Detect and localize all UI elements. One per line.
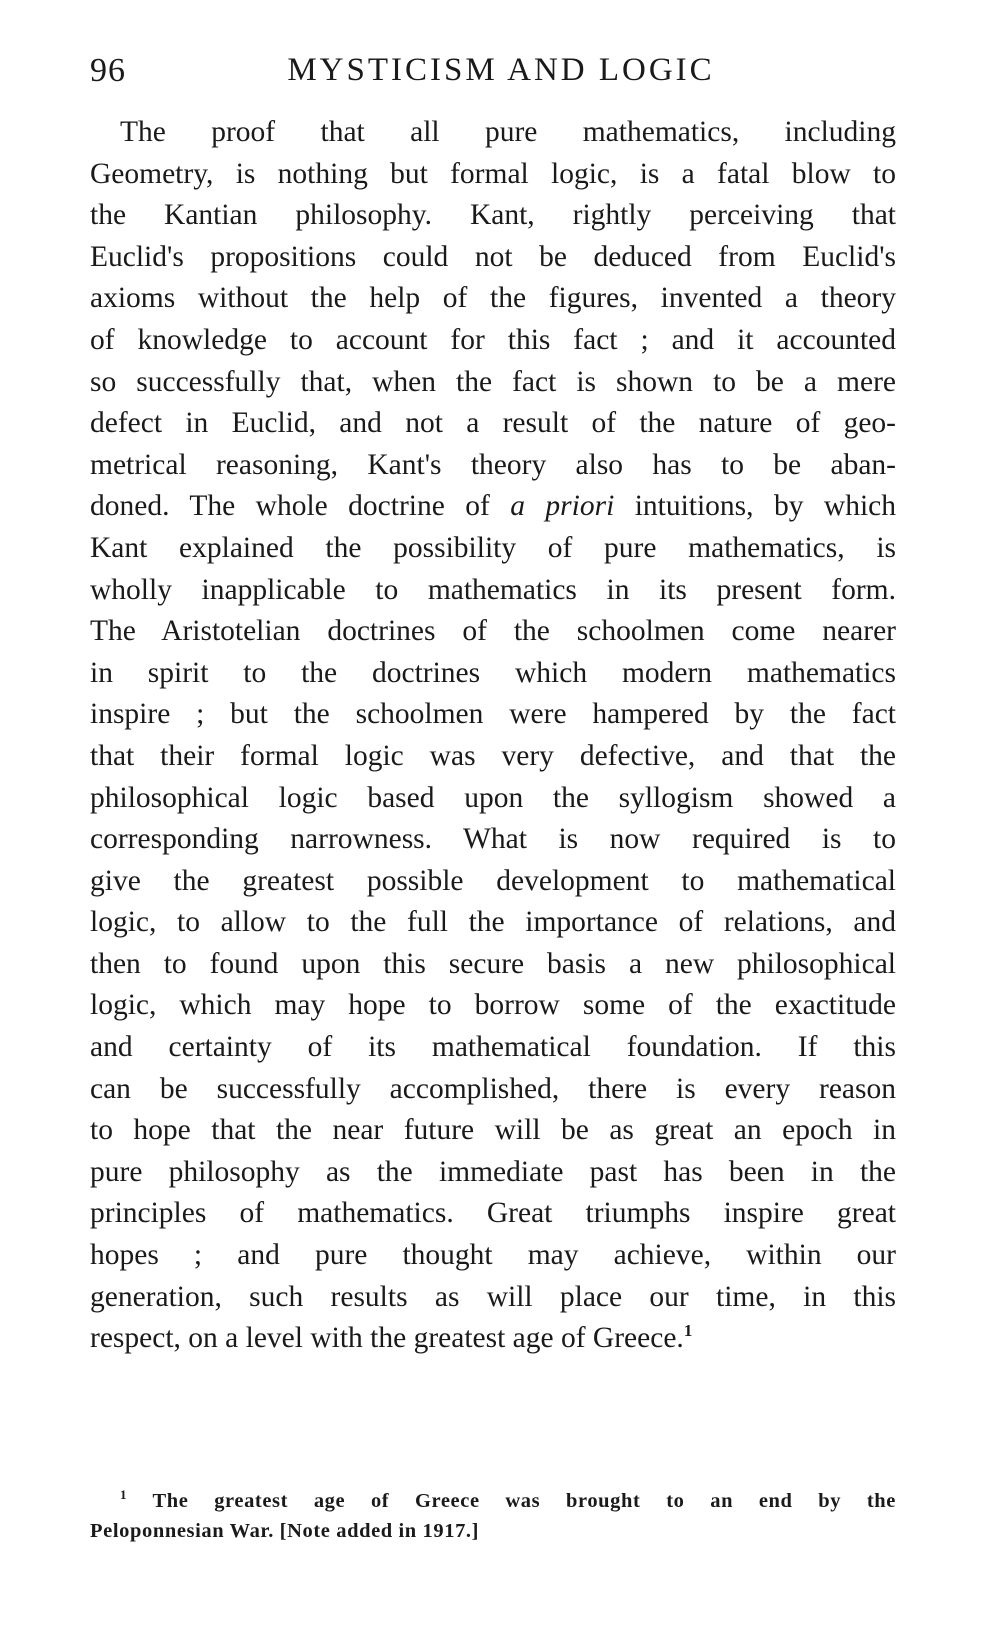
footnote-line: Peloponnesian War. [Note added in 1917.]: [90, 1520, 480, 1542]
text-line: Geometry, is nothing but formal logic, is a fatal blow to: [90, 157, 896, 190]
text-line: and certainty of its mathematical foundation. If this: [90, 1031, 896, 1064]
page-number: 96: [90, 52, 126, 89]
footnote-marker: 1: [120, 1487, 128, 1503]
text-line: Euclid's propositions could not be deduced from Euclid's: [90, 240, 896, 273]
text-line: [90, 1318, 896, 1360]
text-line: then to found upon this secure basis a new philosophical: [90, 947, 896, 980]
text-line: [90, 486, 896, 528]
footnote-line: [90, 1486, 896, 1516]
text-line: The proof that all pure mathematics, including: [120, 116, 896, 148]
text-line: wholly inapplicable to mathematics in its present form.: [90, 573, 896, 606]
text-line: principles of mathematics. Great triumphs inspire great: [90, 1197, 896, 1230]
text-line: the Kantian philosophy. Kant, rightly perceiving that: [90, 199, 896, 232]
text-line: inspire ; but the schoolmen were hampered by the fact: [90, 698, 896, 731]
text-line: Kant explained the possibility of pure mathematics, is: [90, 531, 896, 564]
text-line: to hope that the near future will be as great an epoch in: [90, 1114, 896, 1147]
text-line: so successfully that, when the fact is shown to be a mere: [90, 365, 896, 398]
running-head: [90, 52, 896, 96]
text-line: axioms without the help of the figures, invented a theory: [90, 282, 896, 315]
text-line: of knowledge to account for this fact ; and it accounted: [90, 323, 896, 356]
footnote-reference: 1: [683, 1321, 693, 1341]
text-segment: respect, on a level with the greatest age of Greece.: [90, 1322, 684, 1355]
text-line: pure philosophy as the immediate past has been in the: [90, 1155, 896, 1188]
italic-phrase: a priori: [510, 490, 615, 523]
text-segment: doned. The whole doctrine of: [90, 490, 511, 523]
text-line: metrical reasoning, Kant's theory also has to be aban-: [90, 448, 896, 481]
text-line: in spirit to the doctrines which modern mathematics: [90, 656, 896, 689]
text-line: The Aristotelian doctrines of the schoolmen come nearer: [90, 615, 896, 648]
text-line: can be successfully accomplished, there is every reason: [90, 1072, 896, 1105]
footnote: [90, 1486, 896, 1546]
text-line: logic, to allow to the full the importance of relations, and: [90, 906, 896, 939]
text-line: generation, such results as will place our time, in this: [90, 1280, 896, 1313]
text-line: philosophical logic based upon the syllogism showed a: [90, 781, 896, 814]
text-line: defect in Euclid, and not a result of the nature of geo-: [90, 407, 896, 440]
text-segment: intuitions, by which: [614, 490, 896, 523]
text-line: that their formal logic was very defective, and that the: [90, 739, 896, 772]
book-title: MYSTICISM AND LOGIC: [287, 52, 715, 88]
text-line: logic, which may hope to borrow some of the exactitude: [90, 989, 896, 1022]
footnote-text: The greatest age of Greece was brought to an end by the: [127, 1490, 896, 1512]
text-line: give the greatest possible development to mathematical: [90, 864, 896, 897]
text-line: corresponding narrowness. What is now required is to: [90, 823, 896, 856]
text-line: hopes ; and pure thought may achieve, within our: [90, 1239, 896, 1272]
body-paragraph: [90, 112, 896, 1360]
